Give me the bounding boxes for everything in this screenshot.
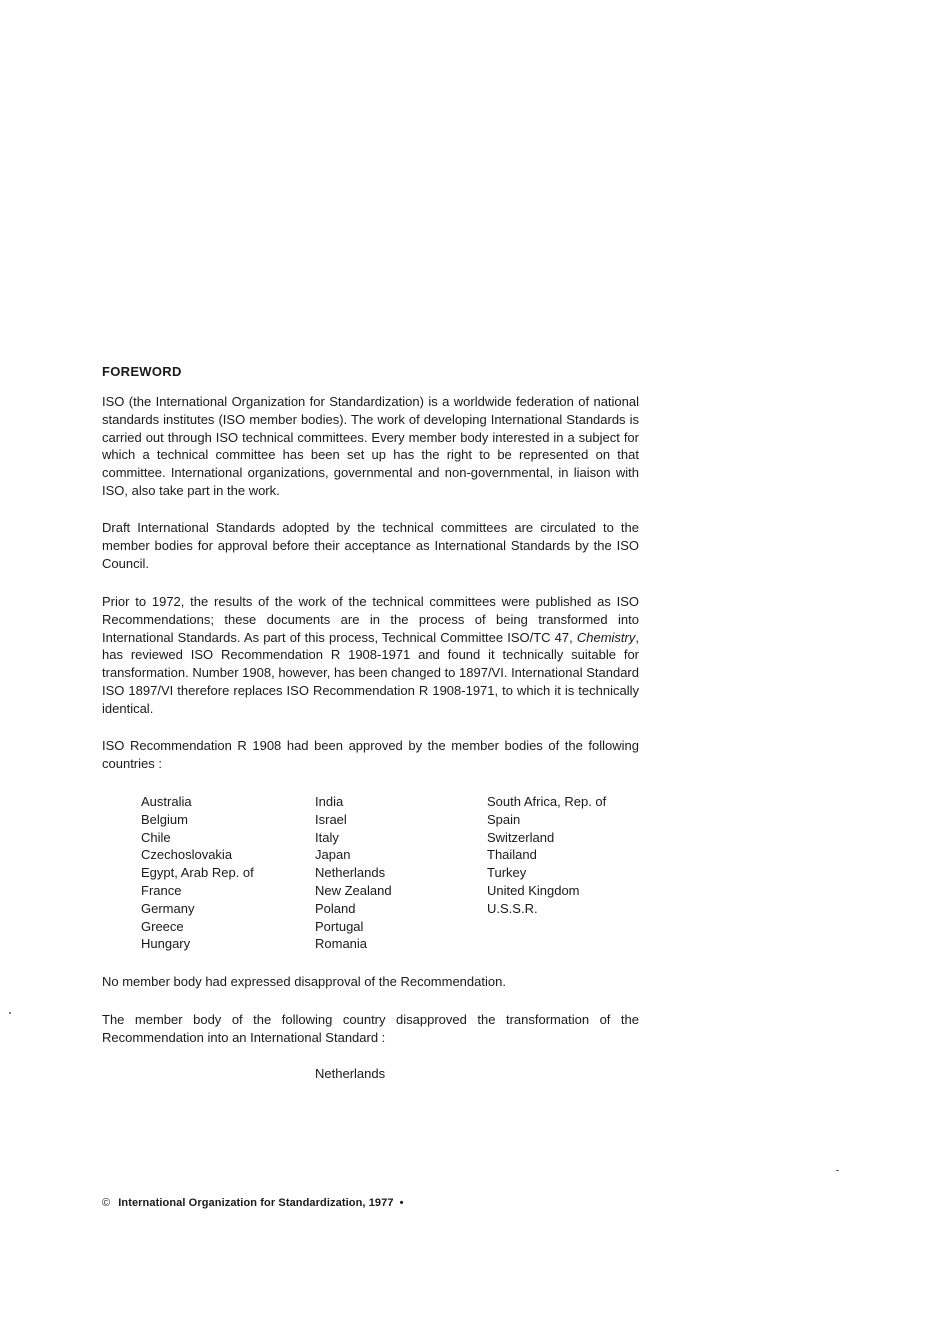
country-item: Israel: [315, 811, 347, 827]
country-item: United Kingdom: [487, 882, 580, 898]
copyright-icon: ©: [102, 1197, 111, 1209]
country-item: Spain: [487, 811, 521, 827]
scan-speck: [9, 1012, 11, 1014]
country-column-1: [141, 793, 254, 953]
country-item: Egypt, Arab Rep. of: [141, 865, 254, 881]
country-item: Turkey: [487, 865, 527, 881]
paragraph-approval-intro: ISO Recommendation R 1908 had been approved by the member bodies of the following countries :: [102, 738, 639, 771]
country-item: Romania: [315, 936, 368, 952]
page-title: FOREWORD: [102, 364, 182, 379]
country-item: New Zealand: [315, 882, 392, 898]
country-item: Italy: [315, 829, 339, 845]
disapproving-country: Netherlands: [315, 1066, 386, 1081]
committee-name: Chemistry: [576, 629, 636, 645]
country-item: Poland: [315, 900, 356, 916]
paragraph-draft-standards: Draft International Standards adopted by the technical committees are circulated to the member bodies for approval before their acceptance as International Standards by the ISO Council.: [102, 520, 639, 571]
paragraph-disapproval: The member body of the following country disapproved the transformation of the Recommendation into an International Standard :: [102, 1012, 639, 1045]
country-item: Netherlands: [315, 865, 386, 881]
country-item: Greece: [141, 918, 184, 934]
paragraph-history-part1: Prior to 1972, the results of the work of the technical committees were published as ISO Recommendations; these documents are in the process of being transformed into International Standards. As part of this process, Technical Committee ISO/TC 47,: [102, 594, 639, 645]
country-item: Portugal: [315, 918, 364, 934]
country-item: Hungary: [141, 936, 191, 952]
country-item: France: [141, 882, 182, 898]
country-item: India: [315, 794, 344, 809]
country-column-2: [315, 793, 392, 953]
paragraph-iso-intro: ISO (the International Organization for Standardization) is a worldwide federation of national standards institutes (ISO member bodies). The work of developing International Standards is carried out through ISO technical committees. Every member body interested in a subject for which a technical committee has been set up has the right to be represented on that committee. International organizations, governmental and non-governmental, in liaison with ISO, also take part in the work.: [102, 394, 639, 498]
country-item: Japan: [315, 847, 351, 863]
paragraph-history: [102, 593, 639, 718]
country-item: Switzerland: [487, 829, 555, 845]
bullet-icon: •: [399, 1197, 404, 1209]
country-column-3: [487, 793, 606, 918]
country-item: Thailand: [487, 847, 537, 863]
country-item: U.S.S.R.: [487, 900, 538, 916]
paragraph-no-disapproval: No member body had expressed disapproval of the Recommendation.: [102, 974, 506, 989]
country-item: Belgium: [141, 811, 188, 827]
copyright-line: [102, 1197, 404, 1209]
copyright-text: International Organization for Standardization, 1977: [118, 1197, 394, 1209]
country-item: Germany: [141, 900, 195, 916]
country-item: Czechoslovakia: [141, 847, 233, 863]
country-item: Chile: [141, 829, 171, 845]
scan-speck: [836, 1170, 839, 1171]
paragraph-history-part2: , has reviewed ISO Recommendation R 1908-1971 and found it technically suitable for transformation. Number 1908, however, has been changed to 1897/VI. International Standard ISO 1897/VI therefore replaces ISO Recommendation R 1908-1971, to which it is technically identical.: [102, 629, 639, 716]
country-item: Australia: [141, 794, 192, 809]
approving-countries-list: [141, 793, 641, 958]
country-item: South Africa, Rep. of: [487, 794, 607, 809]
